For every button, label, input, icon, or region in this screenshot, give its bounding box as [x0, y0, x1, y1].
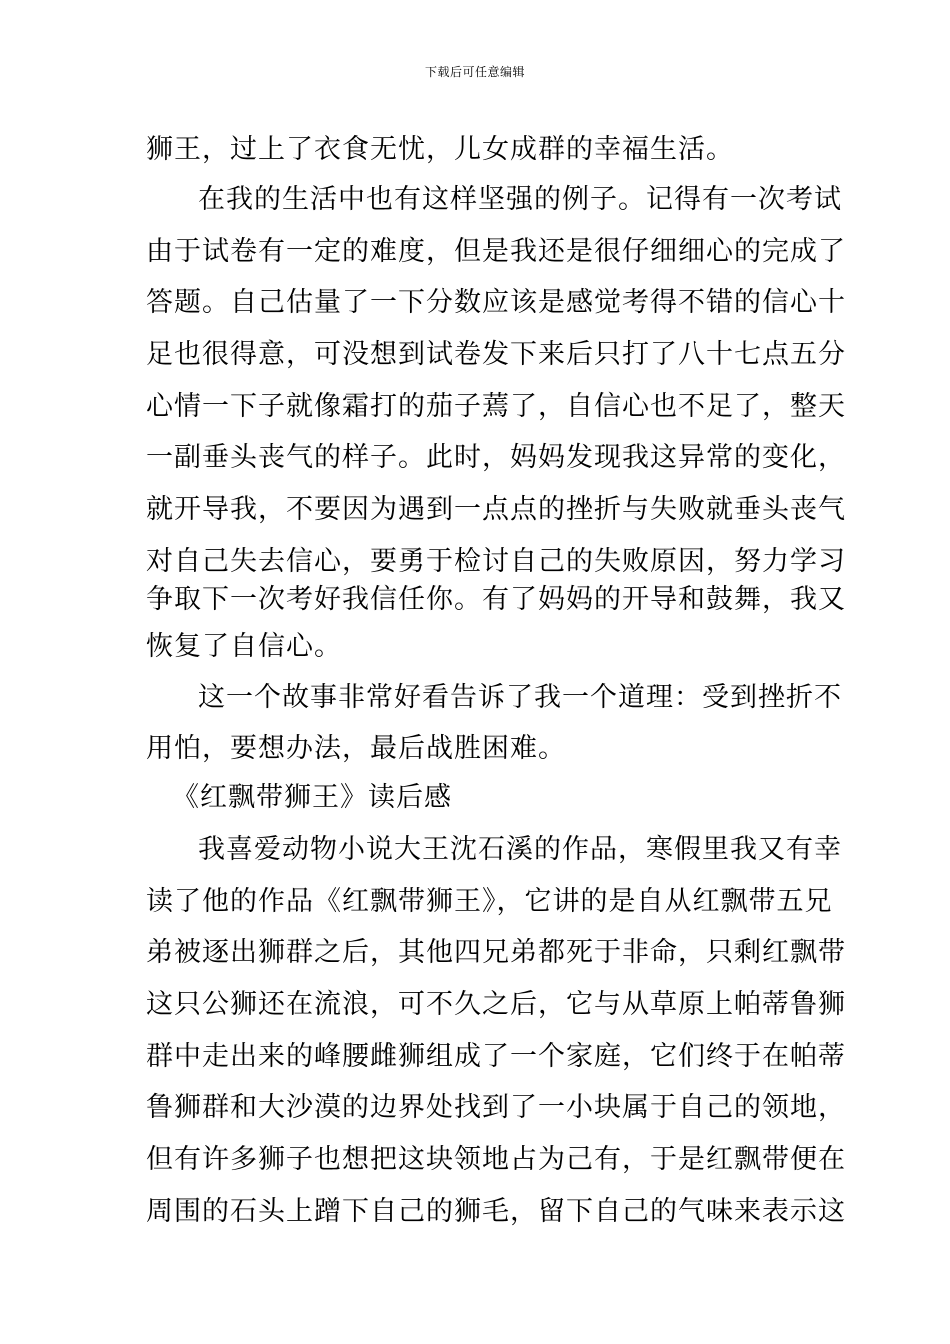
- text-line: 周围的石头上蹭下自己的狮毛，留下自己的气味来表示这: [146, 1196, 846, 1227]
- text-line: 我喜爱动物小说大王沈石溪的作品，寒假里我又有幸: [198, 834, 842, 865]
- section-title: 《红飘带狮王》读后感: [172, 782, 452, 813]
- text-line: 但有许多狮子也想把这块领地占为己有，于是红飘带便在: [146, 1144, 846, 1175]
- page-header: 下载后可任意编辑: [424, 65, 525, 79]
- text-line: 就开导我，不要因为遇到一点点的挫折与失败就垂头丧气: [146, 494, 846, 525]
- text-line: 这一个故事非常好看告诉了我一个道理：受到挫折不: [198, 682, 842, 713]
- text-line: 群中走出来的峰腰雌狮组成了一个家庭，它们终于在帕蒂: [146, 1041, 846, 1072]
- text-line: 狮王，过上了衣食无忧，儿女成群的幸福生活。: [146, 134, 734, 165]
- text-line: 鲁狮群和大沙漠的边界处找到了一小块属于自己的领地，: [146, 1092, 846, 1123]
- text-line: 用怕，要想办法，最后战胜困难。: [146, 733, 566, 764]
- text-line: 答题。自己估量了一下分数应该是感觉考得不错的信心十: [146, 287, 846, 318]
- text-line: 这只公狮还在流浪，可不久之后，它与从草原上帕蒂鲁狮: [146, 989, 846, 1020]
- text-line: 弟被逐出狮群之后，其他四兄弟都死于非命，只剩红飘带: [146, 937, 846, 968]
- text-line: 争取下一次考好我信任你。有了妈妈的开导和鼓舞，我又: [146, 584, 846, 615]
- text-line: 由于试卷有一定的难度，但是我还是很仔细细心的完成了: [146, 236, 846, 267]
- text-line: 足也很得意，可没想到试卷发下来后只打了八十七点五分: [146, 339, 846, 370]
- text-line: 一副垂头丧气的样子。此时，妈妈发现我这异常的变化，: [146, 442, 846, 473]
- text-line: 恢复了自信心。: [146, 631, 342, 662]
- text-line: 在我的生活中也有这样坚强的例子。记得有一次考试: [198, 184, 842, 215]
- text-line: 对自己失去信心，要勇于检讨自己的失败原因，努力学习: [146, 546, 846, 577]
- text-line: 读了他的作品《红飘带狮王》，它讲的是自从红飘带五兄: [146, 886, 833, 917]
- text-line: 心情一下子就像霜打的茄子蔫了，自信心也不足了，整天: [146, 391, 846, 422]
